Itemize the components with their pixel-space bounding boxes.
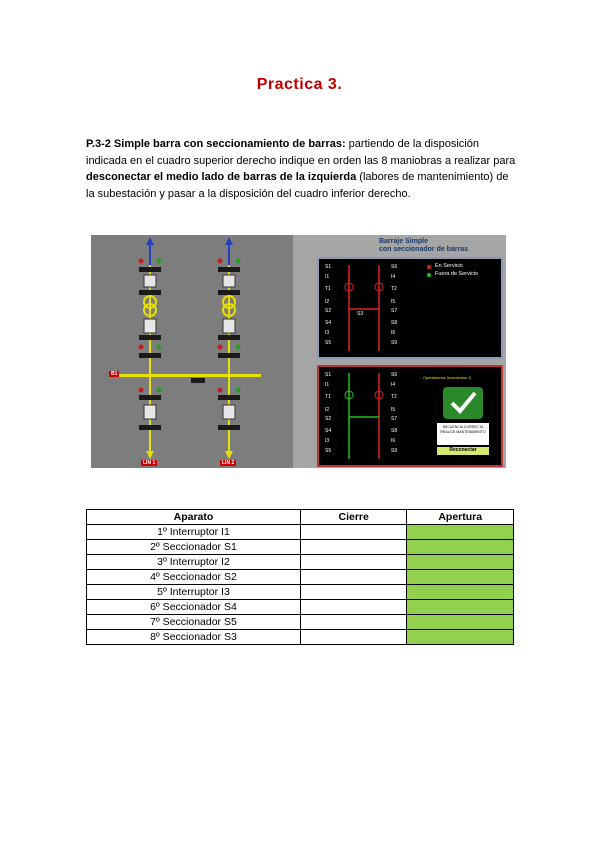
ops-label: Operaciones Incorrectas: 0	[423, 375, 472, 380]
cierre-cell[interactable]	[300, 615, 406, 630]
table-row	[87, 630, 514, 645]
apertura-cell[interactable]	[407, 555, 514, 570]
device-cell: 5º Interruptor I3	[87, 585, 301, 600]
device-label-left: I2	[325, 407, 330, 413]
header-apertura: Apertura	[407, 510, 514, 525]
cierre-cell[interactable]	[300, 570, 406, 585]
maneuver-count: 8	[381, 154, 388, 167]
device-label-left: I3	[325, 438, 330, 444]
device-label-right: S9	[391, 448, 398, 454]
page-title: Practica 3.	[256, 76, 343, 93]
header-line1: Barraje Simple	[379, 238, 429, 245]
device-label-left: S4	[325, 320, 332, 326]
device-cell: 3º Interruptor I2	[87, 555, 301, 570]
simulation-panel	[91, 235, 293, 468]
final-state-box	[317, 365, 503, 467]
device-cell: 1º Interruptor I1	[87, 525, 301, 540]
device-label-left: S2	[325, 416, 332, 422]
busbar	[109, 374, 261, 377]
device-label-right: I5	[391, 407, 396, 413]
statement-bold-2: desconectar el medio lado de barras de la izquierda	[86, 171, 357, 183]
header-line2: con seccionador de barras	[379, 246, 469, 253]
apertura-cell[interactable]	[407, 615, 514, 630]
apertura-cell[interactable]	[407, 525, 514, 540]
table-row	[87, 540, 514, 555]
cierre-cell[interactable]	[300, 600, 406, 615]
device-label-right: S7	[391, 416, 398, 422]
check-box	[443, 387, 483, 419]
initial-state-box	[317, 257, 503, 359]
cierre-cell[interactable]	[300, 630, 406, 645]
single-line-diagram	[91, 235, 293, 468]
exercise-lead: P.3-2 Simple barra con seccionamiento de barras:	[86, 138, 346, 150]
device-label-right: T2	[391, 394, 397, 400]
device-label-right: S6	[391, 372, 398, 378]
line2-label: LIN 2	[222, 460, 235, 466]
device-cell: 7º Seccionador S5	[87, 615, 301, 630]
table-row	[87, 615, 514, 630]
device-cell: 4º Seccionador S2	[87, 570, 301, 585]
device-label-right: I6	[391, 330, 396, 336]
device-label-right: I4	[391, 382, 396, 388]
header-aparato: Aparato	[87, 510, 301, 525]
device-label-right: S8	[391, 320, 398, 326]
table-header-row	[87, 510, 514, 525]
device-label-left: I3	[325, 330, 330, 336]
device-label-left: S5	[325, 340, 332, 346]
device-label-right: S8	[391, 428, 398, 434]
table-row	[87, 570, 514, 585]
table-row	[87, 585, 514, 600]
schematic-panel	[293, 235, 506, 468]
device-label-right: S7	[391, 308, 398, 314]
device-label-right: I4	[391, 274, 396, 280]
table-row	[87, 555, 514, 570]
apertura-cell[interactable]	[407, 570, 514, 585]
reconnect-button[interactable]: Reconectar	[449, 447, 477, 453]
cierre-cell[interactable]	[300, 540, 406, 555]
device-label-left: T1	[325, 286, 331, 292]
device-label-left: S4	[325, 428, 332, 434]
statement-text-3: (labores de mantenimiento) de la subestación y pasar a la disposición del cuadro inferior derecho.	[86, 171, 509, 200]
device-label-right: I5	[391, 299, 396, 305]
device-label-left: S1	[325, 372, 332, 378]
device-label-left: S1	[325, 264, 332, 270]
statement-text-1: partiendo de la disposición indicada en el cuadro superior derecho indique en orden las	[86, 138, 479, 167]
statement-text-2: maniobras a realizar para	[387, 154, 516, 167]
bus-label: B1	[111, 371, 118, 377]
device-label-right: S9	[391, 340, 398, 346]
exercise-statement	[86, 136, 516, 202]
device-label-left: I1	[325, 382, 330, 388]
table-row	[87, 600, 514, 615]
device-label-left: I2	[325, 299, 330, 305]
device-cell: 8º Seccionador S3	[87, 630, 301, 645]
apertura-cell[interactable]	[407, 540, 514, 555]
substation-figure	[91, 235, 506, 468]
device-label-left: S2	[325, 308, 332, 314]
cierre-cell[interactable]	[300, 585, 406, 600]
cierre-cell[interactable]	[300, 525, 406, 540]
device-cell: 2º Seccionador S1	[87, 540, 301, 555]
cierre-cell[interactable]	[300, 555, 406, 570]
device-label-right: T2	[391, 286, 397, 292]
status-box: SECUENCIA CORRECTA REALICE MANTENIMIENTO	[440, 425, 486, 434]
apertura-cell[interactable]	[407, 630, 514, 645]
line1-label: LIN 1	[143, 460, 156, 466]
header-cierre: Cierre	[300, 510, 406, 525]
device-label-left: T1	[325, 394, 331, 400]
mid-label-top: S3	[357, 311, 364, 317]
apertura-cell[interactable]	[407, 585, 514, 600]
device-label-right: I6	[391, 438, 396, 444]
maneuver-table	[86, 509, 514, 645]
legend-in-service: En Servicio	[435, 263, 463, 269]
schematic-header	[379, 238, 468, 254]
legend-out-service: Fuera de Servicio	[435, 271, 479, 277]
device-label-left: I1	[325, 274, 330, 280]
apertura-cell[interactable]	[407, 600, 514, 615]
device-label-right: S6	[391, 264, 398, 270]
device-label-left: S5	[325, 448, 332, 454]
table-row	[87, 525, 514, 540]
device-cell: 6º Seccionador S4	[87, 600, 301, 615]
